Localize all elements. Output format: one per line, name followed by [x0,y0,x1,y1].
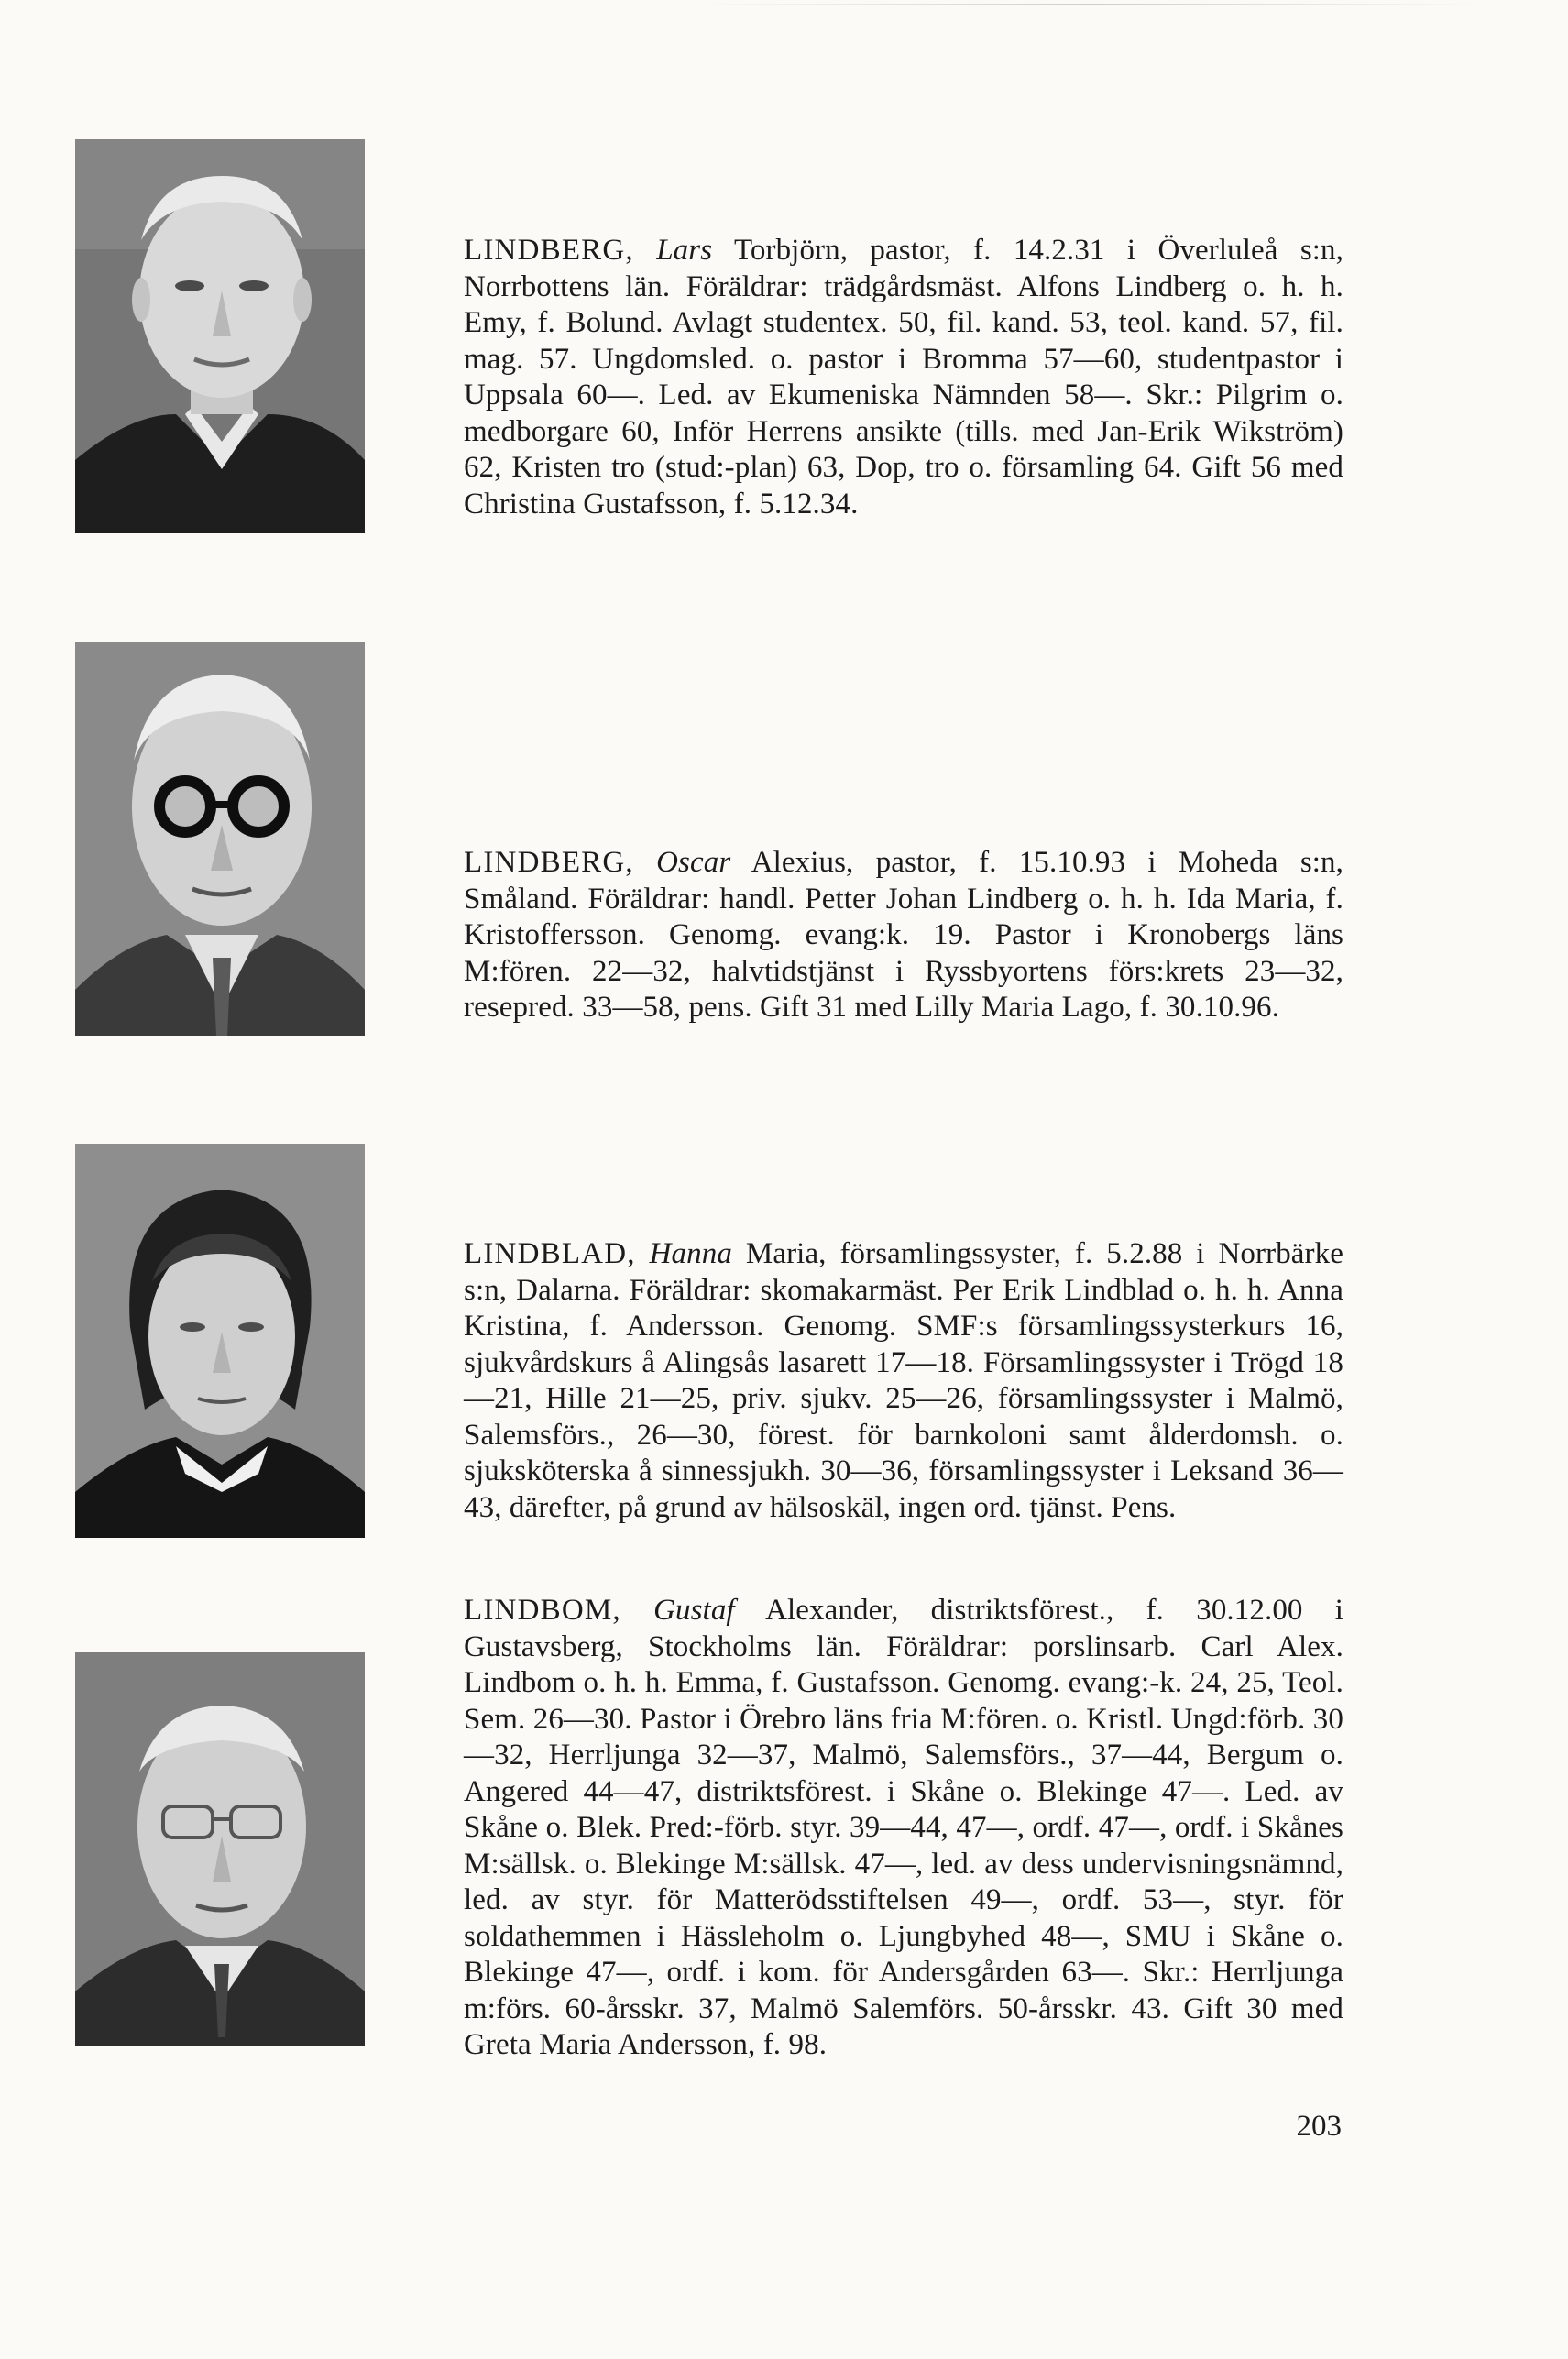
portrait-lindberg-oscar [75,642,365,1036]
entry-given-name: Lars [656,234,713,267]
portrait-lindberg-lars [75,139,365,533]
entry-text: Maria, församlingssyster, f. 5.2.88 i Norrbärke s:n, Dalarna. Föräldrar: skomakarmäst. Per Erik Lindblad o. h. h. Anna Kristina, f. Andersson. Genomg. SMF:s församlingssysterkurs 16, sjukvårdskurs å Alingsås lasarett 17—18. Församlingssyster i Trögd 18—21, Hille 21—25, priv. sjukv. 25—26, församlingssyster i Malmö, Salemsförs., 26—30, förest. för barnkoloni samt ålderdomsh. o. sjuksköterska å sinnessjukh. 30—36, församlingssyster i Leksand 36—43, därefter, på grund av hälsoskäl, ingen ord. tjänst. Pens. [464,1237,1343,1524]
portrait-photo-lindblad-hanna [75,1144,365,1538]
top-edge-rule [696,4,1485,5]
entry-surname: LINDBERG, [464,234,634,267]
biography-entry-lindblad-hanna [464,1236,1343,1526]
portrait-photo-lindbom-gustaf [75,1652,365,2046]
entry-text: Alexius, pastor, f. 15.10.93 i Moheda s:n, Småland. Föräldrar: handl. Petter Johan Lindberg o. h. h. Ida Maria, f. Kristoffersson. Genomg. evang:k. 19. Pastor i Kronobergs läns M:fören. 22—32, halvtidstjänst i Ryssbyortens förs:krets 23—32, resepred. 33—58, pens. Gift 31 med Lilly Maria Lago, f. 30.10.96. [464,846,1343,1024]
portrait-photo-lindberg-oscar [75,642,365,1036]
biography-entry-lindberg-lars [464,233,1343,522]
portrait-lindblad-hanna [75,1144,365,1538]
entry-surname: LINDBERG, [464,846,634,879]
entry-given-name: Hanna [649,1237,732,1270]
entry-text: Alexander, distriktsförest., f. 30.12.00 i Gustavsberg, Stockholms län. Föräldrar: porslinsarb. Carl Alex. Lindbom o. h. h. Emma, f. Gustafsson. Genomg. evang:-k. 24, 25, Teol. Sem. 26—30. Pastor i Örebro läns fria M:fören. o. Kristl. Ungd:förb. 30—32, Herrljunga 32—37, Malmö, Salemsförs., 37—44, Bergum o. Angered 44—47, distriktsförest. i Skåne o. Blekinge 47—. Led. av Skåne o. Blek. Pred:-förb. styr. 39—44, 47—, ordf. 47—, ordf. i Skånes M:sällsk. o. Blekinge M:sällsk. 47—, led. av dess undervisningsnämnd, led. av styr. för Matterödsstiftelsen 49—, ordf. 53—, styr. för soldathemmen i Hässleholm o. Ljungbyhed 48—, SMU i Skåne o. Blekinge 47—, ordf. i kom. för Andersgården 63—. Skr.: Herrljunga m:förs. 60-årsskr. 37, Malmö Salemförs. 50-årsskr. 43. Gift 30 med Greta Maria Andersson, f. 98. [464,1594,1344,2061]
entry-given-name: Gustaf [653,1594,735,1627]
biography-entry-lindbom-gustaf [464,1593,1343,2064]
page-number: 203 [1296,2110,1342,2143]
portrait-photo-lindberg-lars [75,139,365,533]
biography-entry-lindberg-oscar [464,845,1343,1026]
entry-surname: LINDBOM, [464,1594,621,1627]
portrait-lindbom-gustaf [75,1652,365,2046]
entry-surname: LINDBLAD, [464,1237,636,1270]
entry-text: Torbjörn, pastor, f. 14.2.31 i Överluleå s:n, Norrbottens län. Föräldrar: trädgårdsmäst. Alfons Lindberg o. h. h. Emy, f. Bolund. Avlagt studentex. 50, fil. kand. 53, teol. kand. 57, fil. mag. 57. Ungdomsled. o. pastor i Bromma 57—60, studentpastor i Uppsala 60—. Led. av Ekumeniska Nämnden 58—. Skr.: Pilgrim o. medborgare 60, Inför Herrens ansikte (tills. med Jan-Erik Wikström) 62, Kristen tro (stud:-plan) 63, Dop, tro o. församling 64. Gift 56 med Christina Gustafsson, f. 5.12.34. [464,234,1343,521]
entry-given-name: Oscar [656,846,731,879]
